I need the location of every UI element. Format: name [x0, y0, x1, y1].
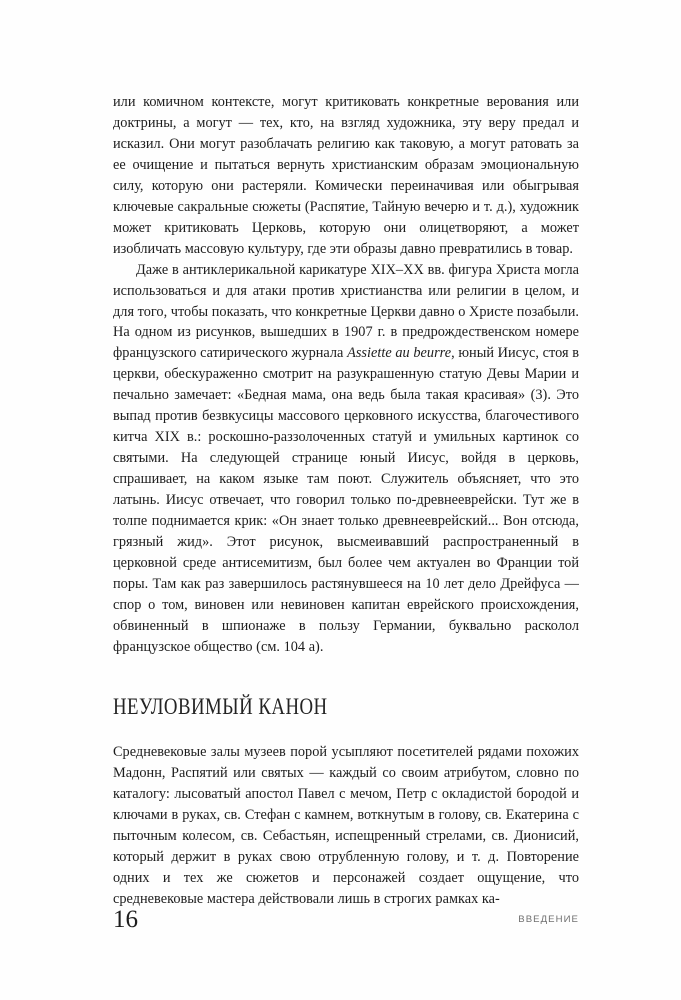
paragraph-2-text-before-italic: Даже в антиклерикальной карикатуре XIX–XX вв. фигура Христа могла использоваться и для атаки против христианства или религии в целом, и для того, чтобы показать, что конкретные Церкви давно о Христе позабыли. На одном из рисунков, вышедших в 1907 г. в предрождественском номере французского сатирического журнала: [113, 261, 580, 362]
paragraph-1: или комичном контексте, могут критиковать конкретные верования или доктрины, а могут — тех, кто, на взгляд художника, эту веру предал и исказил. Они могут разоблачать религию как таковую, а могут ратовать за ее очищение и пытаться вернуть христианским образам эмоциональную силу, которую они растеряли. Комически переиначивая или обыгрывая ключевые сакральные сюжеты (Распятие, Тайную вечерю и т. д.), художник может критиковать Церковь, которую они олицетворяют, а может изобличать массовую культуру, где эти образы давно превратились в товар.: [113, 94, 579, 257]
page-number: 16: [113, 906, 138, 933]
paragraph-2: [113, 260, 579, 658]
section-heading: НЕУЛОВИМЫЙ КАНОН: [113, 693, 328, 720]
paragraph-2-text-after-italic: , юный Иисус, стоя в церкви, обескураженно смотрит на разукрашенную статую Девы Марии и печально замечает: «Бедная мама, она ведь была такая красивая» (3). Это выпад против безвкусицы массового церковного искусства, благочестивого китча XIX в.: роскошно-раззолоченных статуй и умильных картинок со святыми. На следующей странице юный Иисус, войдя в церковь, спрашивает, на каком языке там поют. Служитель объясняет, что это латынь. Иисус отвечает, что говорил только по-древнееврейски. Тут же в толпе поднимается крик: «Он знает только древнееврейский... Вон отсюда, грязный жид». Этот рисунок, высмеивавший распространенный в церковной среде антисемитизм, был более чем актуален во Франции той поры. Там как раз завершилось растянувшееся на 10 лет дело Дрейфуса — спор о том, виновен или невиновен капитан еврейского происхождения, обвиненный в шпионаже в пользу Германии, буквально расколол французское общество (см. 104 а).: [113, 345, 580, 655]
page-footer: [113, 905, 579, 945]
running-head: ВВЕДЕНИЕ: [518, 914, 579, 925]
journal-title-italic: Assiette au beurre: [347, 345, 452, 362]
text-column: [113, 92, 579, 910]
paragraph-3: Средневековые залы музеев порой усыпляют посетителей рядами похожих Мадонн, Распятий или святых — каждый со своим атрибутом, словно по каталогу: лысоватый апостол Павел с мечом, Петр с окладистой бородой и ключами в руках, св. Стефан с камнем, воткнутым в голову, св. Екатерина с пыточным колесом, св. Себастьян, испещренный стрелами, св. Дионисий, который держит в руках свою отрубленную голову, и т. д. Повторение одних и тех же сюжетов и персонажей создает ощущение, что средневековые мастера действовали лишь в строгих рамках ка-: [113, 744, 579, 908]
section-heading-wrap: [113, 695, 579, 720]
